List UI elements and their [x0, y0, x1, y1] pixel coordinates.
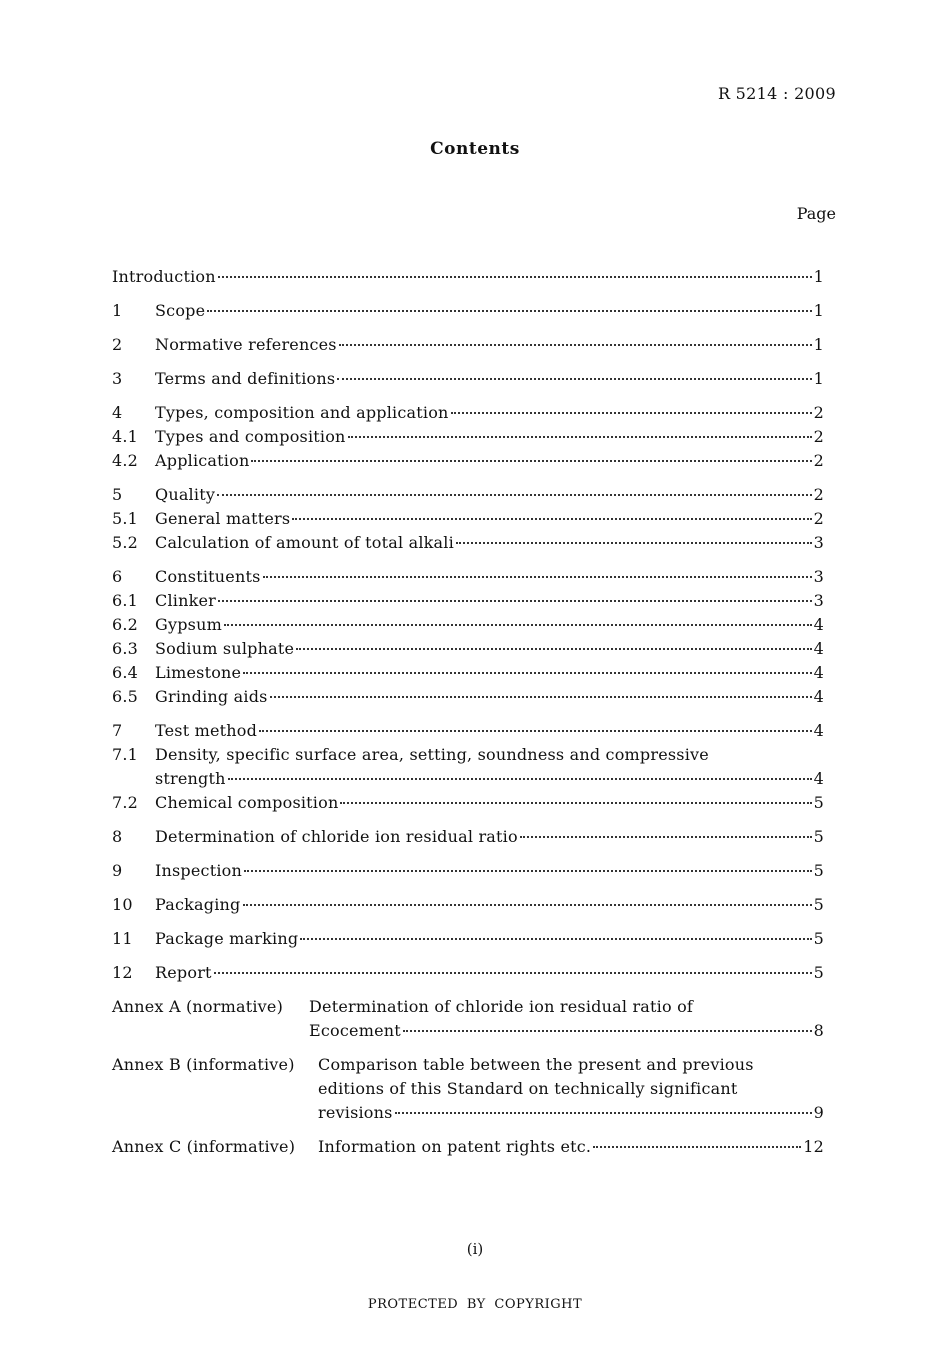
leader-dots — [259, 730, 812, 732]
toc-entry-number: 6.4 — [112, 663, 139, 682]
toc-entry-number: 5 — [112, 485, 123, 504]
toc-entry-page: 4 — [813, 639, 824, 658]
leader-dots — [340, 802, 811, 804]
toc-entry-normative-references[interactable] — [112, 334, 824, 358]
toc-entry-number: 7.2 — [112, 793, 139, 812]
leader-dots — [520, 836, 812, 838]
leader-dots — [451, 412, 812, 414]
toc-entry-scope[interactable] — [112, 300, 824, 324]
leader-dots — [348, 436, 812, 438]
toc-entry-title: Terms and definitions — [155, 369, 336, 388]
toc-entry-page: 1 — [813, 267, 824, 286]
leader-dots — [251, 460, 811, 462]
toc-entry-number: 6.3 — [112, 639, 139, 658]
leader-dots — [214, 972, 812, 974]
leader-dots — [403, 1030, 812, 1032]
toc-entry-number: 5.1 — [112, 509, 139, 528]
toc-entry-page: 2 — [813, 485, 824, 504]
leader-dots — [300, 938, 811, 940]
toc-entry-number: 7.1 — [112, 745, 139, 764]
table-of-contents — [112, 266, 824, 1160]
toc-entry-page: 4 — [813, 687, 824, 706]
toc-entry-title: Limestone — [155, 663, 242, 682]
toc-entry-number: 8 — [112, 827, 123, 846]
toc-entry-title-line: Ecocement — [309, 1021, 401, 1040]
toc-entry-number: 3 — [112, 369, 123, 388]
toc-entry-page: 2 — [813, 403, 824, 422]
toc-entry-density-strength[interactable] — [112, 744, 824, 792]
copyright-notice: PROTECTED BY COPYRIGHT — [367, 1297, 583, 1312]
toc-entry-test-method[interactable] — [112, 720, 824, 744]
toc-entry-page: 1 — [813, 335, 824, 354]
toc-entry-title: Constituents — [155, 567, 261, 586]
leader-dots — [207, 310, 811, 312]
toc-entry-page: 3 — [813, 567, 824, 586]
toc-entry-page: 8 — [813, 1021, 824, 1040]
toc-entry-sodium-sulphate[interactable] — [112, 638, 824, 662]
toc-entry-number: 4 — [112, 403, 123, 422]
annex-label: Annex A (normative) — [112, 997, 284, 1016]
toc-entry-annex-c[interactable] — [112, 1136, 824, 1160]
toc-entry-page: 9 — [813, 1103, 824, 1122]
page-column-label: Page — [796, 204, 836, 223]
toc-entry-number: 4.1 — [112, 427, 139, 446]
leader-dots — [243, 904, 812, 906]
leader-dots — [224, 624, 812, 626]
leader-dots — [244, 870, 812, 872]
toc-entry-gypsum[interactable] — [112, 614, 824, 638]
toc-entry-title: Packaging — [155, 895, 241, 914]
leader-dots — [296, 648, 811, 650]
toc-entry-page: 5 — [813, 929, 824, 948]
toc-entry-page: 12 — [803, 1137, 824, 1156]
toc-entry-page: 4 — [813, 721, 824, 740]
toc-entry-title-line: strength — [155, 769, 226, 788]
toc-entry-report[interactable] — [112, 962, 824, 986]
toc-entry-number: 6.1 — [112, 591, 139, 610]
toc-entry-page: 5 — [813, 827, 824, 846]
toc-entry-page: 5 — [813, 895, 824, 914]
toc-entry-title-line: editions of this Standard on technically significant — [318, 1079, 738, 1098]
leader-dots — [263, 576, 812, 578]
toc-entry-title: Normative references — [155, 335, 337, 354]
toc-entry-annex-a[interactable] — [112, 996, 824, 1044]
toc-entry-page: 1 — [813, 369, 824, 388]
toc-entry-number: 6.5 — [112, 687, 139, 706]
toc-entry-page: 1 — [813, 301, 824, 320]
toc-entry-page: 3 — [813, 533, 824, 552]
toc-entry-limestone[interactable] — [112, 662, 824, 686]
toc-entry-title-line: Comparison table between the present and previous — [318, 1055, 754, 1074]
toc-entry-clinker[interactable] — [112, 590, 824, 614]
toc-entry-page: 2 — [813, 509, 824, 528]
toc-entry-package-marking[interactable] — [112, 928, 824, 952]
toc-entry-title: Chemical composition — [155, 793, 339, 812]
toc-entry-title: Clinker — [155, 591, 216, 610]
toc-entry-title: Sodium sulphate — [155, 639, 295, 658]
toc-entry-page: 4 — [813, 615, 824, 634]
toc-entry-types-composition-application[interactable] — [112, 402, 824, 426]
toc-entry-number: 6 — [112, 567, 123, 586]
toc-entry-general-matters[interactable] — [112, 508, 824, 532]
leader-dots — [292, 518, 811, 520]
toc-entry-title: Inspection — [155, 861, 242, 880]
leader-dots — [339, 344, 812, 346]
toc-entry-title: Application — [155, 451, 250, 470]
toc-entry-grinding-aids[interactable] — [112, 686, 824, 710]
toc-entry-application[interactable] — [112, 450, 824, 474]
toc-entry-number: 1 — [112, 301, 123, 320]
toc-entry-page: 2 — [813, 427, 824, 446]
footer-page-number: (i) — [466, 1240, 484, 1258]
leader-dots — [218, 600, 812, 602]
leader-dots — [218, 276, 812, 278]
toc-entry-title: Quality — [155, 485, 216, 504]
toc-entry-number: 6.2 — [112, 615, 139, 634]
toc-entry-chemical-composition[interactable] — [112, 792, 824, 816]
leader-dots — [243, 672, 811, 674]
leader-dots — [217, 494, 812, 496]
toc-entry-types-and-composition[interactable] — [112, 426, 824, 450]
toc-entry-terms-and-definitions[interactable] — [112, 368, 824, 392]
toc-entry-page: 4 — [813, 663, 824, 682]
toc-entry-title: Report — [155, 963, 212, 982]
toc-entry-title: Calculation of amount of total alkali — [155, 533, 454, 552]
toc-entry-number: 2 — [112, 335, 123, 354]
toc-entry-page: 2 — [813, 451, 824, 470]
toc-entry-title: Information on patent rights etc. — [318, 1137, 592, 1156]
toc-entry-title: Package marking — [155, 929, 299, 948]
toc-entry-quality[interactable] — [112, 484, 824, 508]
toc-entry-number: 10 — [112, 895, 133, 914]
leader-dots — [456, 542, 812, 544]
toc-entry-page: 4 — [813, 769, 824, 788]
toc-entry-number: 4.2 — [112, 451, 139, 470]
toc-entry-title: General matters — [155, 509, 291, 528]
toc-entry-page: 5 — [813, 793, 824, 812]
leader-dots — [270, 696, 812, 698]
toc-entry-page: 5 — [813, 963, 824, 982]
toc-entry-page: 5 — [813, 861, 824, 880]
toc-entry-title-line: Determination of chloride ion residual ratio of — [309, 997, 694, 1016]
toc-entry-title: Introduction — [112, 267, 216, 286]
annex-label: Annex B (informative) — [112, 1055, 295, 1074]
toc-entry-number: 9 — [112, 861, 123, 880]
toc-entry-number: 7 — [112, 721, 123, 740]
leader-dots — [228, 778, 812, 780]
toc-entry-total-alkali[interactable] — [112, 532, 824, 556]
toc-entry-number: 12 — [112, 963, 133, 982]
toc-entry-title-line: Density, specific surface area, setting, soundness and compressive — [155, 745, 709, 764]
toc-entry-title: Determination of chloride ion residual ratio — [155, 827, 518, 846]
leader-dots — [395, 1112, 812, 1114]
toc-entry-title: Grinding aids — [155, 687, 268, 706]
toc-entry-number: 5.2 — [112, 533, 139, 552]
toc-entry-number: 11 — [112, 929, 133, 948]
toc-entry-page: 3 — [813, 591, 824, 610]
standard-number: R 5214 : 2009 — [717, 84, 836, 103]
page-title: Contents — [430, 139, 520, 159]
toc-entry-title: Types, composition and application — [155, 403, 449, 422]
toc-entry-title: Gypsum — [155, 615, 222, 634]
toc-entry-title: Scope — [155, 301, 206, 320]
leader-dots — [593, 1146, 801, 1148]
toc-entry-title: Types and composition — [155, 427, 346, 446]
toc-entry-annex-b[interactable] — [112, 1054, 824, 1126]
leader-dots — [337, 378, 811, 380]
toc-entry-inspection[interactable] — [112, 860, 824, 884]
toc-entry-introduction[interactable] — [112, 266, 824, 290]
toc-entry-title: Test method — [155, 721, 258, 740]
toc-entry-chloride-ion-ratio[interactable] — [112, 826, 824, 850]
toc-entry-title-line: revisions — [318, 1103, 393, 1122]
toc-entry-packaging[interactable] — [112, 894, 824, 918]
annex-label: Annex C (informative) — [112, 1137, 296, 1156]
toc-entry-constituents[interactable] — [112, 566, 824, 590]
